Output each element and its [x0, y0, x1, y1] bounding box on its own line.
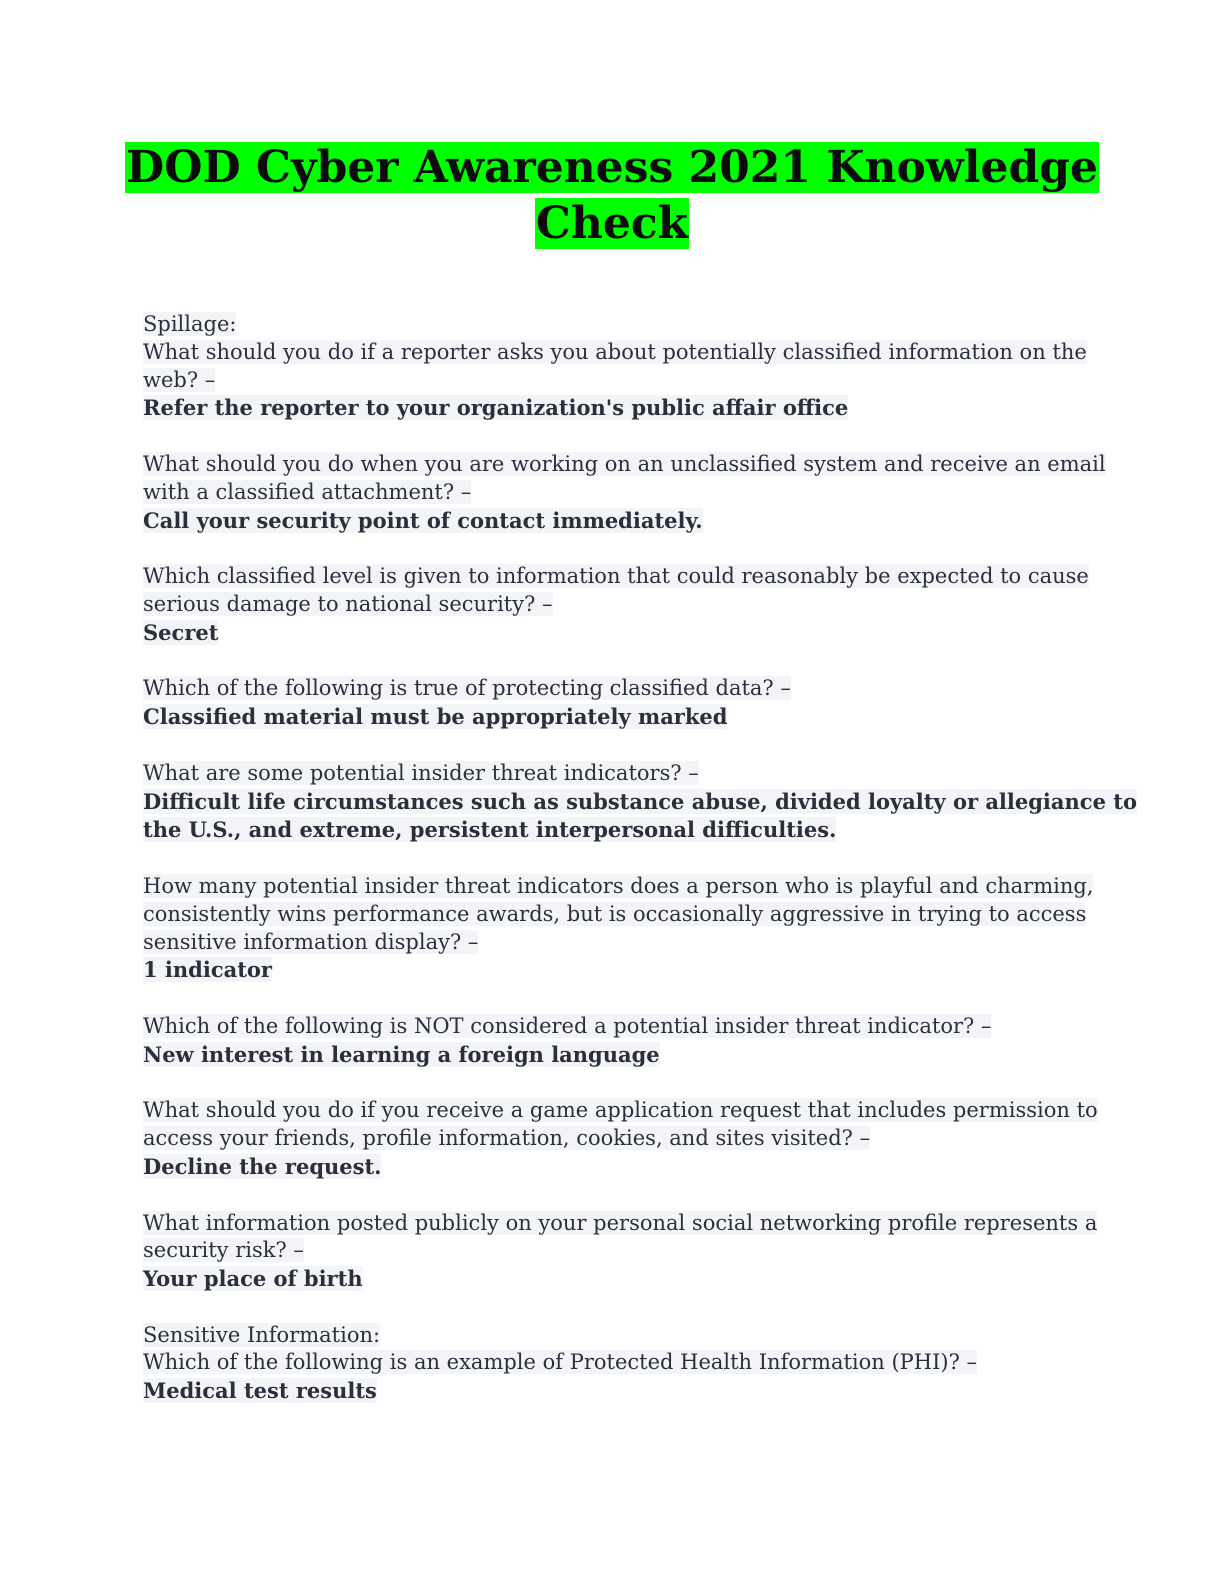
question-text: What are some potential insider threat indicators? –	[143, 760, 699, 785]
question-text: What should you do if you receive a game application request that includes permission to	[143, 1098, 1098, 1123]
paragraph-gap	[143, 535, 1073, 563]
title-line-1: DOD Cyber Awareness 2021 Knowledge	[125, 142, 1099, 193]
answer-text: Medical test results	[143, 1378, 377, 1404]
question-text: security risk? –	[143, 1238, 304, 1263]
section-heading: Spillage:	[143, 312, 237, 336]
question-text: access your friends, profile information, cookies, and sites visited? –	[143, 1126, 871, 1151]
question-text: serious damage to national security? –	[143, 591, 553, 616]
document-body	[143, 311, 1137, 1406]
section-heading: Sensitive Information:	[143, 1322, 381, 1347]
answer-text: Classified material must be appropriately marked	[143, 704, 728, 730]
answer-text: Difficult life circumstances such as substance abuse, divided loyalty or allegiance to	[143, 788, 1137, 814]
paragraph-gap	[143, 732, 1073, 760]
question-text: Which of the following is NOT considered a potential insider threat indicator? –	[143, 1013, 992, 1038]
paragraph-gap	[143, 1070, 1073, 1098]
question-text: How many potential insider threat indicators does a person who is playful and charming,	[143, 873, 1094, 898]
answer-text: the U.S., and extreme, persistent interpersonal difficulties.	[143, 817, 837, 843]
question-text: with a classified attachment? –	[143, 479, 472, 504]
question-text: sensitive information display? –	[143, 929, 479, 954]
paragraph-gap	[143, 985, 1073, 1013]
answer-text: Your place of birth	[143, 1266, 363, 1292]
question-text: Which classified level is given to information that could reasonably be expected to cause	[143, 564, 1089, 589]
paragraph-gap	[143, 845, 1073, 873]
question-text: What should you do if a reporter asks you about potentially classified information on the	[143, 339, 1087, 364]
title-line-2: Check	[535, 198, 689, 249]
question-text: Which of the following is an example of Protected Health Information (PHI)? –	[143, 1350, 978, 1375]
question-text: consistently wins performance awards, but is occasionally aggressive in trying to access	[143, 901, 1087, 926]
answer-text: Call your security point of contact immediately.	[143, 507, 703, 533]
paragraph-gap	[143, 423, 1073, 451]
answer-text: 1 indicator	[143, 957, 272, 983]
paragraph-gap	[143, 1182, 1073, 1210]
question-text: What should you do when you are working on an unclassified system and receive an email	[143, 451, 1106, 476]
question-text: web? –	[143, 367, 216, 392]
answer-text: Secret	[143, 619, 219, 645]
paragraph-gap	[143, 648, 1073, 676]
answer-text: New interest in learning a foreign language	[143, 1041, 660, 1067]
question-text: Which of the following is true of protecting classified data? –	[143, 676, 791, 701]
paragraph-gap	[143, 1294, 1073, 1322]
answer-text: Decline the request.	[143, 1153, 382, 1179]
document-title	[0, 140, 1224, 252]
answer-text: Refer the reporter to your organization's public affair office	[143, 395, 849, 421]
question-text: What information posted publicly on your personal social networking profile represents a	[143, 1210, 1098, 1235]
